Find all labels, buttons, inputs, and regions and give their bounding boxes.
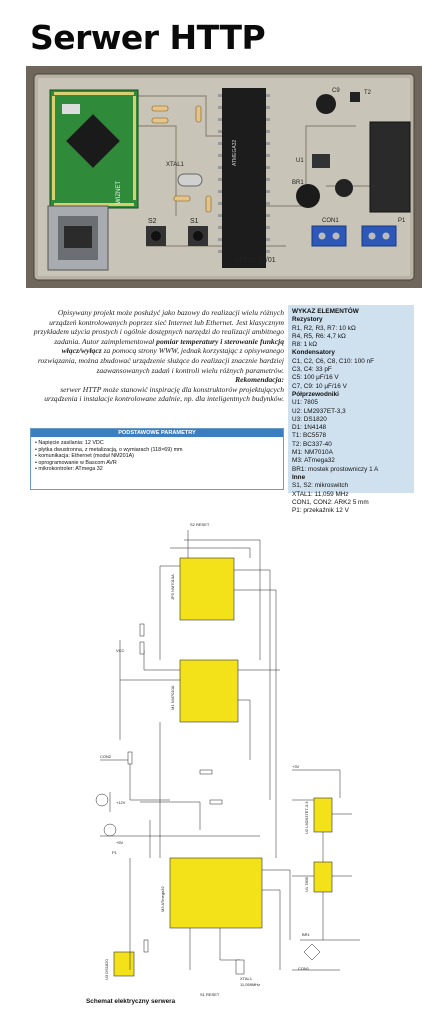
params-item: • komunikacja: Ethernet (moduł NM201A) bbox=[35, 453, 283, 460]
parts-line: M1: NM7010A bbox=[292, 449, 333, 457]
parts-line: D1: 1N4148 bbox=[292, 424, 327, 432]
intro-p2: serwer HTTP może stanowić inspirację dla konstruktorów projektujących urządzenia i instalacje kontrolowane zdalnie, np. dla inteligentnych budynków. bbox=[44, 384, 284, 404]
con2-label: CON2 bbox=[100, 754, 112, 759]
parts-line: C7, C9: 10 μF/16 V bbox=[292, 382, 347, 390]
parts-line: R1, R2, R3, R7: 10 kΩ bbox=[292, 324, 356, 332]
jp3-label: JP3 NM7010A bbox=[170, 574, 175, 600]
s1-label: S1 bbox=[190, 218, 199, 225]
parts-line: U3: DS1820 bbox=[292, 415, 327, 423]
intro-text bbox=[30, 308, 284, 404]
parts-line: XTAL1: 11,059 MHz bbox=[292, 490, 349, 498]
params-item: • płytka dwustronna, z metalizacją, o wymiarach (118×69) mm bbox=[35, 447, 283, 454]
u1-label: U1 bbox=[296, 158, 304, 164]
atmega-label: ATMEGA32 bbox=[232, 139, 238, 166]
parts-line: P1: przekaźnik 12 V bbox=[292, 507, 349, 515]
u1-chip bbox=[314, 862, 332, 892]
parts-line: U1: 7805 bbox=[292, 399, 318, 407]
parts-section-head: Kondensatory bbox=[292, 349, 335, 357]
m1-label: M1 NM7010A bbox=[170, 685, 175, 710]
parts-line: S1, S2: mikroswitch bbox=[292, 482, 349, 490]
parts-line: R4, R5, R6: 4,7 kΩ bbox=[292, 332, 346, 340]
intro-p1-tail: za pomocą strony WWW, jednak korzystając z opisywanego rozwiązania, można zbudować urządzenie służące do realizacji znacznie bardziej zaawansowanych zadań i kontroli wielu różnych parametrów. bbox=[37, 346, 284, 375]
parts-section-head: Inne bbox=[292, 473, 306, 481]
parts-line: CON1, CON2: ARK2 5 mm bbox=[292, 498, 369, 506]
xtal-freq-label: 11,059MHz bbox=[240, 982, 261, 987]
s1-schem-label: S1 RESET bbox=[200, 992, 220, 997]
plus5v-label: +5V bbox=[116, 840, 124, 845]
parts-line: R8: 1 kΩ bbox=[292, 341, 318, 349]
parts-section-head: Rezystory bbox=[292, 316, 323, 324]
params-item: • oprogramowanie w Bascom AVR bbox=[35, 460, 283, 467]
s2-schem-label: S2 RESET bbox=[190, 522, 210, 527]
parts-line: C3, C4: 33 pF bbox=[292, 366, 332, 374]
vcc-label: VCC bbox=[116, 648, 125, 653]
pcb-photo bbox=[26, 66, 422, 288]
plus3v-label: +3V bbox=[292, 764, 300, 769]
parts-line: M3: ATmega32 bbox=[292, 457, 335, 465]
parts-list bbox=[288, 305, 414, 515]
s2-label: S2 bbox=[148, 218, 157, 225]
parts-section-head: Półprzewodniki bbox=[292, 390, 339, 398]
schematic-caption: Schemat elektryczny serwera bbox=[86, 998, 176, 1005]
jp3-chip bbox=[180, 558, 234, 620]
schematic-diagram bbox=[40, 500, 420, 1000]
recommend-label: Rekomendacja: bbox=[235, 375, 284, 385]
parts-line: T1: BC5578 bbox=[292, 432, 327, 440]
intro-p1: Opisywany projekt może posłużyć jako bazowy do realizacji wielu różnych urządzeń kontrolowanych poprzez sieć Internet lub Ethernet. Jest klasycznym przykładem użycia prostych i ogólnie dostępnych narzędzi do realizacji ambitnego zadania. Autor zaimplementował bbox=[33, 308, 284, 346]
m3-label: M3 ATmega32 bbox=[160, 886, 165, 912]
c9-label: C9 bbox=[332, 88, 340, 94]
params-item: • Napięcie zasilania: 12 VDC bbox=[35, 440, 283, 447]
t2-label: T2 bbox=[364, 90, 372, 96]
params-header: PODSTAWOWE PARAMETRY bbox=[31, 429, 283, 437]
u3-label: U3 DS1820 bbox=[104, 959, 109, 980]
parts-line: BR1: mostek prostowniczy 1 A bbox=[292, 465, 379, 473]
m1-chip bbox=[180, 660, 238, 722]
board-rev-label: A15.09 01/01 bbox=[234, 257, 276, 264]
p1-schem-label: P1 bbox=[112, 850, 117, 855]
u3-chip bbox=[114, 952, 134, 976]
u1-label: U1 7805 bbox=[304, 876, 309, 892]
u2-label: U2 LM2937ET-3.3 bbox=[304, 801, 309, 834]
con1-schem-label: CON1 bbox=[298, 966, 310, 971]
m3-chip bbox=[170, 858, 262, 928]
br1-schem-label: BR1 bbox=[302, 932, 310, 937]
plus12v-label: +12V bbox=[116, 800, 126, 805]
parts-line: T2: BC337-40 bbox=[292, 440, 332, 448]
parts-line: U2: LM2937ET-3,3 bbox=[292, 407, 346, 415]
parts-title: WYKAZ ELEMENTÓW bbox=[292, 308, 359, 315]
xtal-label: XTAL1 bbox=[166, 162, 184, 168]
params-item: • mikrokontroler: ATmega 32 bbox=[35, 466, 283, 473]
p1-label: P1 bbox=[398, 218, 406, 224]
u2-chip bbox=[314, 798, 332, 832]
wiznet-label: WIZNET bbox=[116, 181, 122, 204]
br1-label: BR1 bbox=[292, 180, 304, 186]
page-title: Serwer HTTP bbox=[30, 18, 266, 57]
xtal-schem-label: XTAL1 bbox=[240, 976, 252, 981]
con1-label: CON1 bbox=[322, 218, 339, 224]
parts-line: C5: 100 μF/16 V bbox=[292, 374, 339, 382]
parts-line: C1, C2, C6, C8, C10: 100 nF bbox=[292, 357, 375, 365]
intro-p1-bold: pomiar temperatury i sterowanie funkcją włącz/wyłącz bbox=[61, 336, 284, 356]
params-box bbox=[30, 428, 284, 490]
